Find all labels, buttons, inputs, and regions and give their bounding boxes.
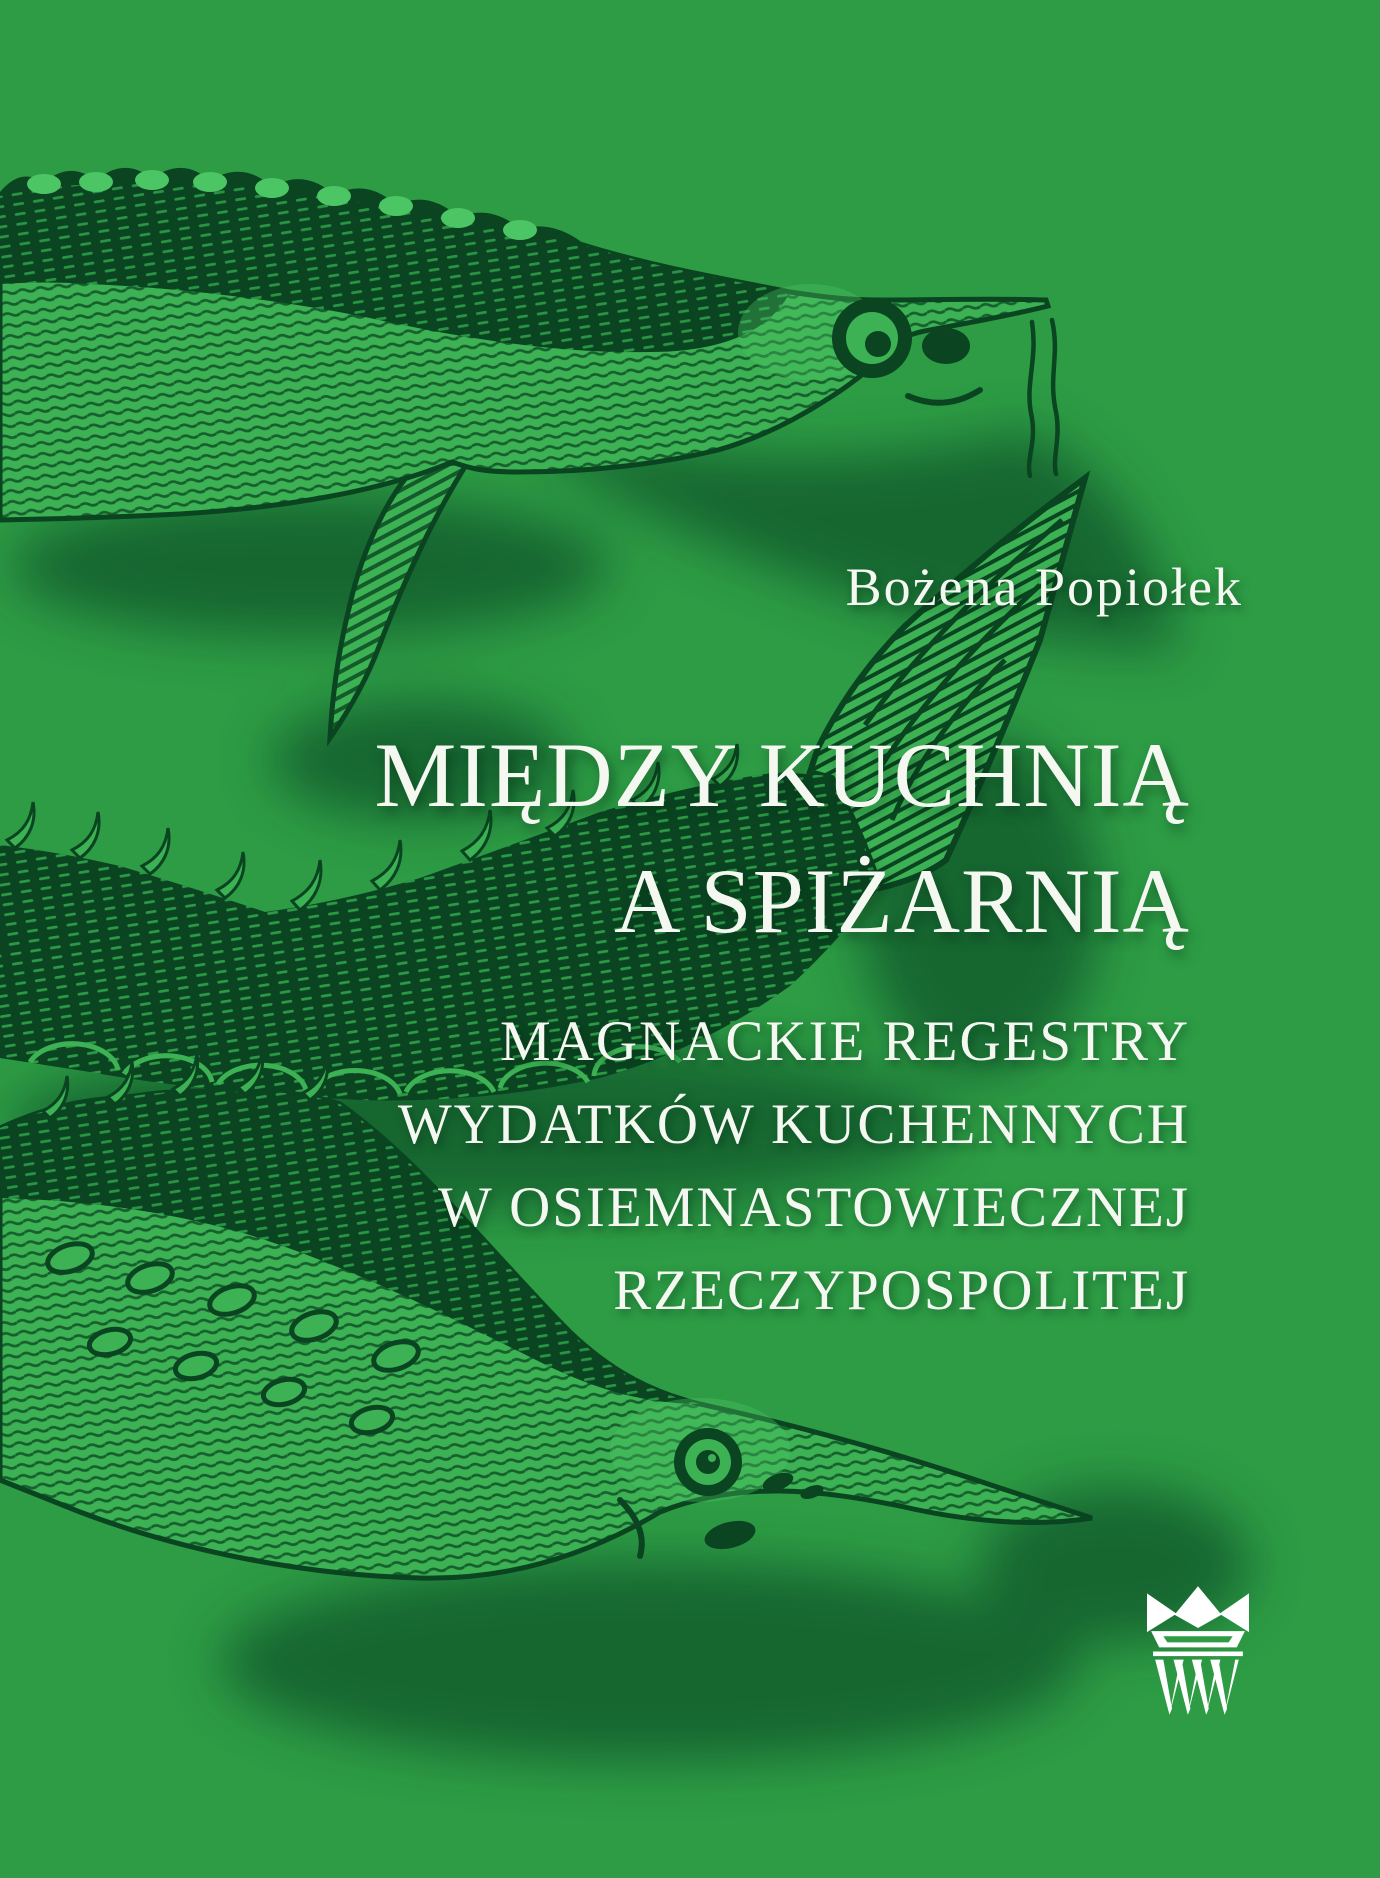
top-sturgeon-eye — [832, 298, 912, 378]
book-title — [375, 712, 1191, 964]
crown-icon — [1147, 1586, 1249, 1656]
top-sturgeon-gill — [922, 328, 970, 364]
publisher-logo — [1147, 1586, 1249, 1716]
book-subtitle-line-1: MAGNACKIE REGESTRY — [500, 1010, 1190, 1073]
book-subtitle-line-3: W OSIEMNASTOWIECZNEJ — [438, 1176, 1190, 1239]
book-subtitle-line-2: WYDATKÓW KUCHENNYCH — [397, 1093, 1190, 1156]
author-name: Bożena Popiołek — [845, 557, 1243, 617]
book-title-line-2: A SPIŻARNIĄ — [614, 850, 1190, 952]
book-subtitle-line-4: RZECZYPOSPOLITEJ — [613, 1259, 1190, 1322]
ww-monogram-icon — [1155, 1660, 1239, 1715]
book-subtitle — [398, 1000, 1190, 1332]
bottom-sturgeon-eye — [674, 1428, 742, 1496]
book-title-line-1: MIĘDZY KUCHNIĄ — [374, 724, 1190, 826]
